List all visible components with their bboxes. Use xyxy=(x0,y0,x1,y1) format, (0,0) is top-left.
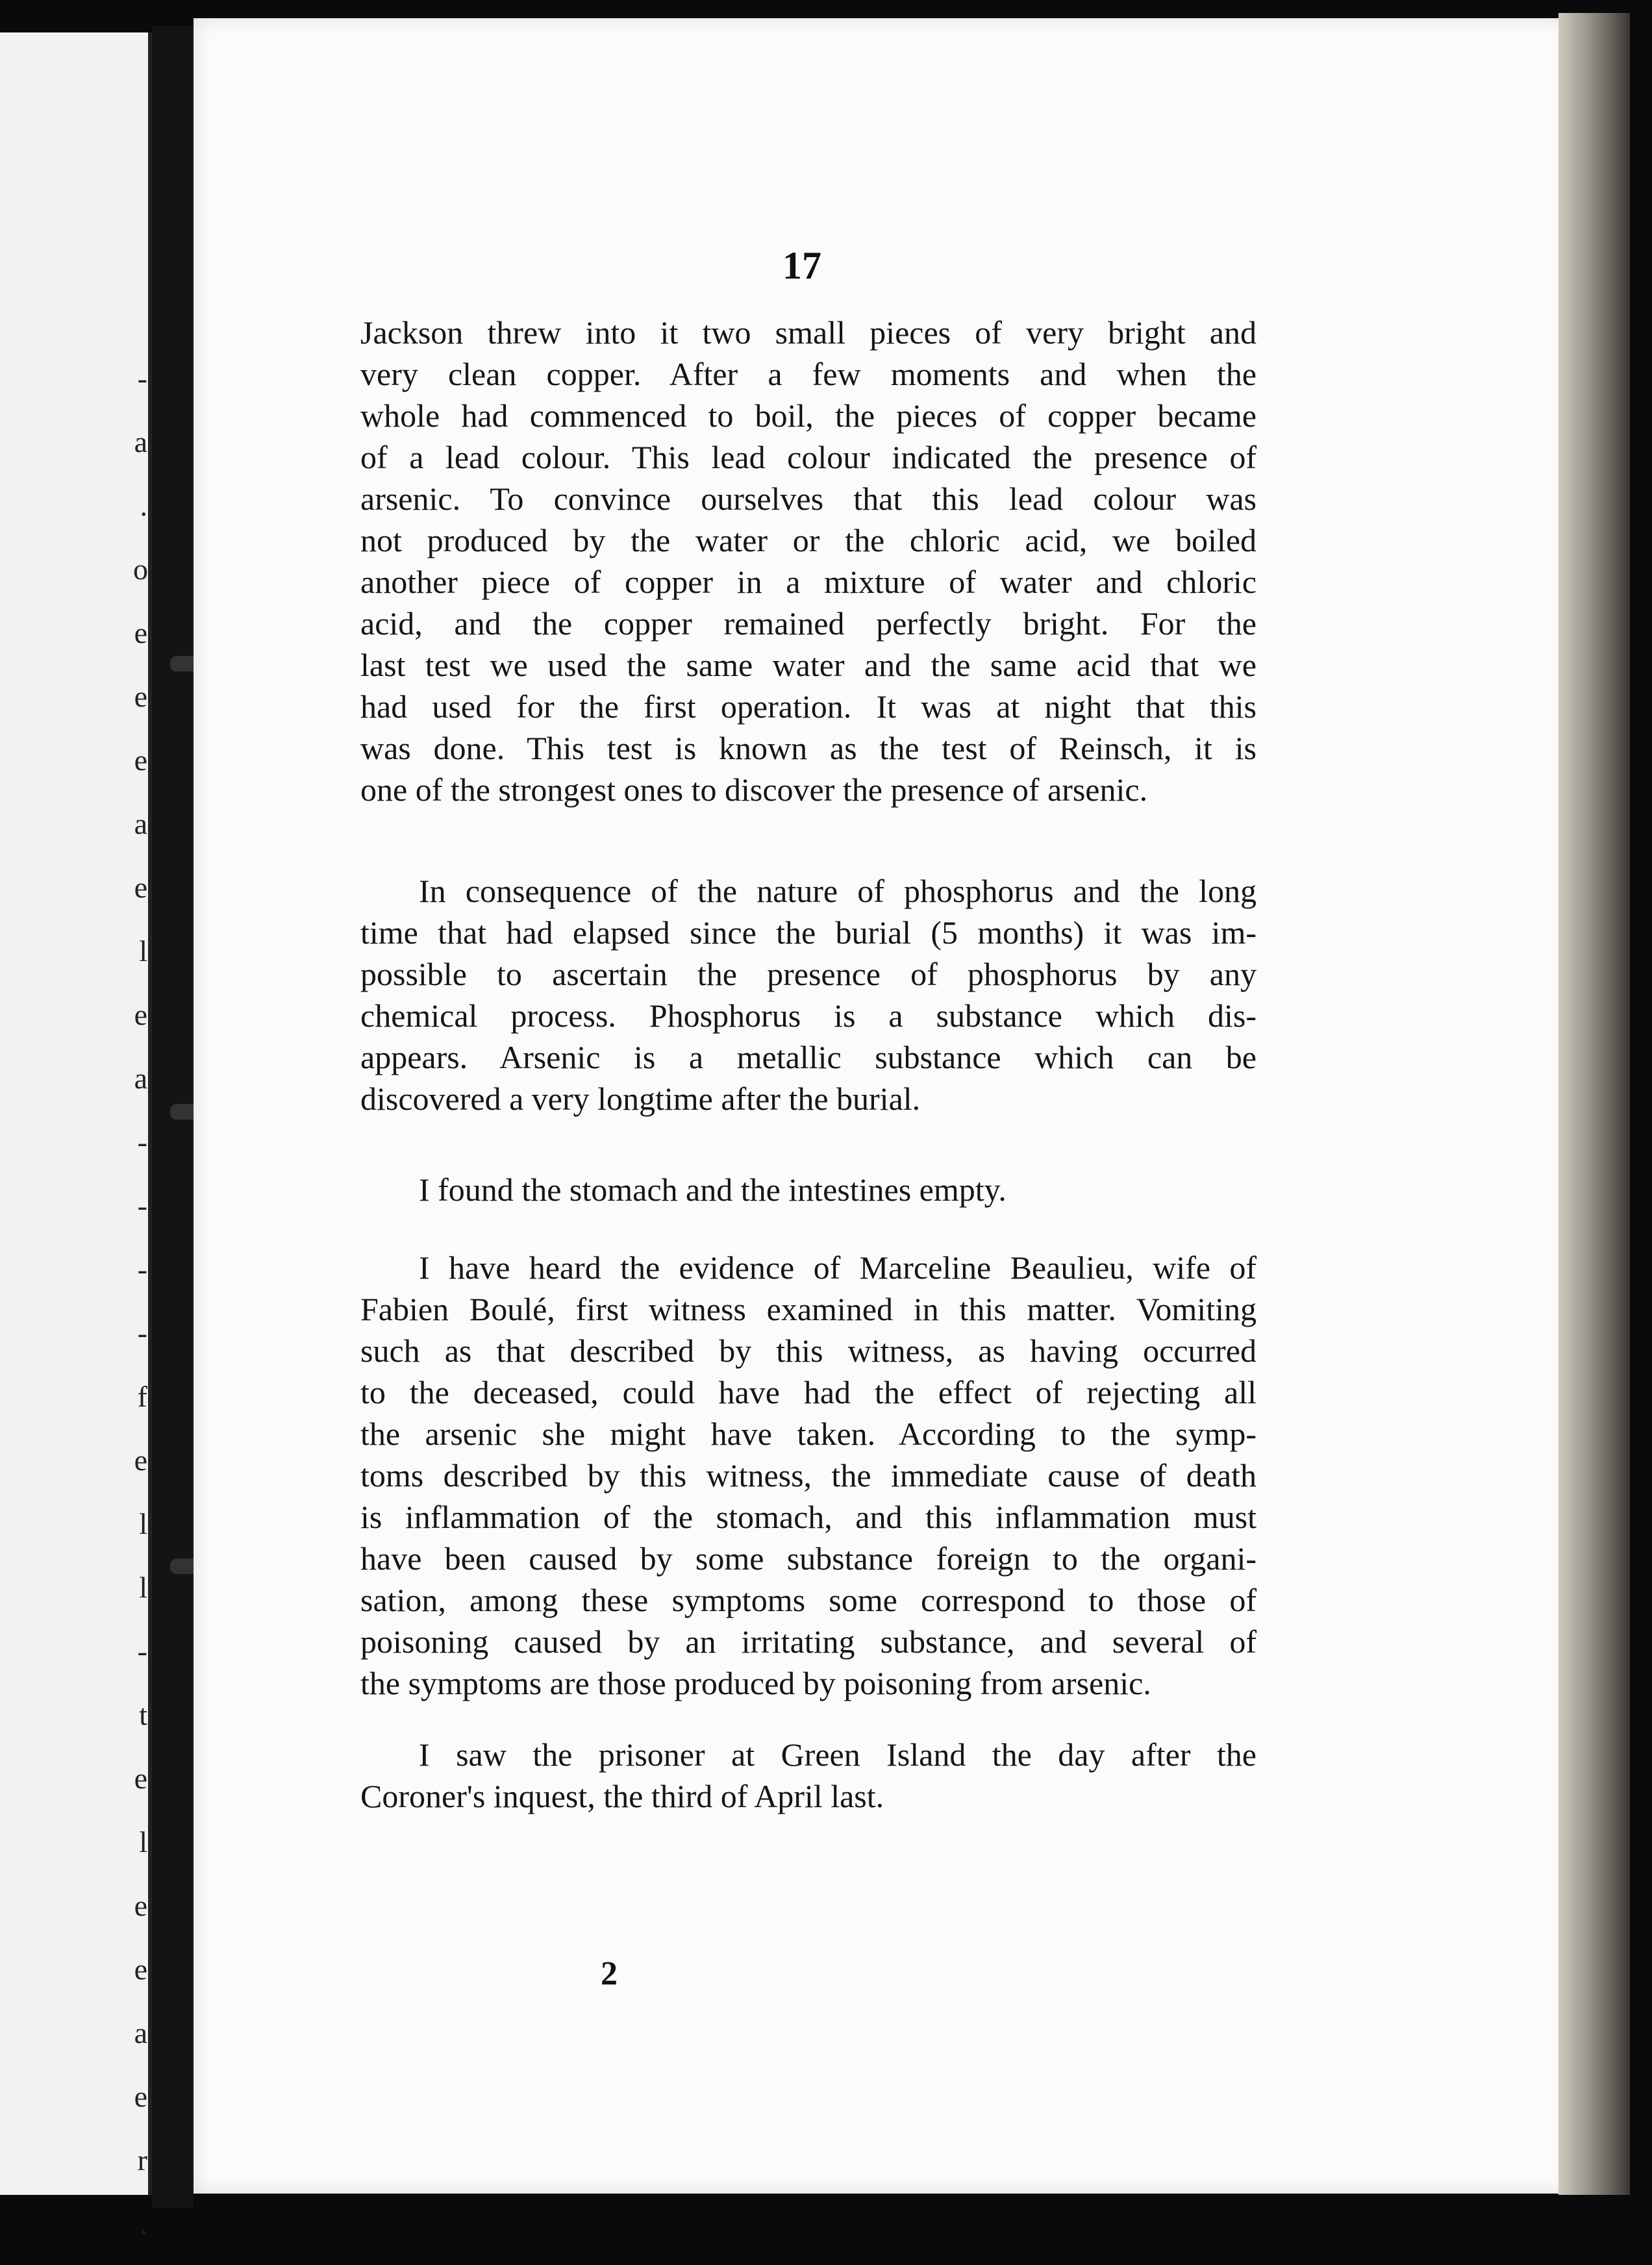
left-page-fragment: e xyxy=(134,680,147,713)
text-line: one of the strongest ones to discover the presence of arsenic. xyxy=(360,771,1148,808)
left-page-fragment: f xyxy=(137,1380,147,1413)
left-page-fragment: - xyxy=(137,1189,147,1222)
left-page-fragment: e xyxy=(134,871,147,904)
left-page-fragment: . xyxy=(140,2207,147,2240)
left-page-fragment: e xyxy=(134,616,147,649)
left-page-fragment: - xyxy=(137,1253,147,1286)
left-page-fragment: e xyxy=(134,998,147,1031)
left-page-fragment: . xyxy=(140,489,147,522)
left-page-fragment: e xyxy=(134,1953,147,1986)
left-page-fragment: - xyxy=(137,362,147,395)
page-stack-edge xyxy=(1558,13,1630,2195)
signature-mark: 2 xyxy=(601,1955,618,1992)
text-line: very clean copper. After a few moments and when the xyxy=(360,356,1257,392)
text-line: whole had commenced to boil, the pieces of copper became xyxy=(360,397,1257,434)
paragraph-evidence xyxy=(360,1247,1257,1704)
text-line: acid, and the copper remained perfectly bright. For the xyxy=(360,605,1257,642)
text-line: In consequence of the nature of phosphorus and the long xyxy=(419,873,1257,909)
left-page-fragment: l xyxy=(139,1571,147,1604)
left-page-fragment: a xyxy=(134,1062,147,1095)
text-line: not produced by the water or the chloric acid, we boiled xyxy=(360,522,1257,558)
text-line: chemical process. Phosphorus is a substance which dis- xyxy=(360,997,1257,1034)
left-page-fragment: e xyxy=(134,744,147,777)
left-page-edge xyxy=(0,32,152,2195)
text-line: discovered a very longtime after the burial. xyxy=(360,1081,921,1117)
text-line: had used for the first operation. It was at night that this xyxy=(360,688,1257,725)
text-line: I found the stomach and the intestines empty. xyxy=(419,1171,1007,1208)
text-line: Fabien Boulé, first witness examined in this matter. Vomiting xyxy=(360,1291,1257,1327)
left-page-fragment: o xyxy=(133,553,148,586)
left-page-fragment: a xyxy=(134,425,147,458)
text-line: I saw the prisoner at Green Island the day after the xyxy=(419,1736,1257,1773)
text-line: Coroner's inquest, the third of April last. xyxy=(360,1778,884,1814)
paragraph-reinsch-test xyxy=(360,312,1257,810)
text-line: toms described by this witness, the immediate cause of death xyxy=(360,1457,1257,1494)
left-page-fragment: e xyxy=(134,2080,147,2113)
text-line: appears. Arsenic is a metallic substance which can be xyxy=(360,1039,1257,1075)
left-page-fragment: l xyxy=(139,1825,147,1858)
left-page-fragment: l xyxy=(139,1507,147,1540)
text-line: to the deceased, could have had the effect of rejecting all xyxy=(360,1374,1257,1410)
left-page-fragment: a xyxy=(134,2016,147,2049)
left-page-fragment: e xyxy=(134,1762,147,1795)
text-line: is inflammation of the stomach, and this inflammation must xyxy=(360,1499,1257,1535)
text-line: such as that described by this witness, as having occurred xyxy=(360,1333,1257,1369)
text-line: Jackson threw into it two small pieces of very bright and xyxy=(360,314,1257,351)
left-page-fragment: r xyxy=(137,2144,147,2177)
left-page-fragment: t xyxy=(139,1698,147,1731)
left-page-fragment: e xyxy=(134,1889,147,1922)
left-page-fragment: - xyxy=(137,1125,147,1158)
text-line: of a lead colour. This lead colour indicated the presence of xyxy=(360,439,1257,475)
text-line: poisoning caused by an irritating substance, and several of xyxy=(360,1623,1257,1660)
left-page-fragment: a xyxy=(134,807,147,840)
left-page-fragment: e xyxy=(134,1444,147,1477)
text-line: possible to ascertain the presence of phosphorus by any xyxy=(360,956,1257,992)
text-line: the symptoms are those produced by poisoning from arsenic. xyxy=(360,1665,1151,1701)
text-line: last test we used the same water and the same acid that we xyxy=(360,647,1257,683)
paragraph-stomach xyxy=(360,1169,1257,1210)
paragraph-phosphorus xyxy=(360,870,1257,1120)
text-line: time that had elapsed since the burial (5 months) it was im- xyxy=(360,914,1257,951)
left-page-fragment: - xyxy=(137,1634,147,1668)
text-line: I have heard the evidence of Marceline Beaulieu, wife of xyxy=(419,1249,1257,1286)
text-line: have been caused by some substance foreign to the organi- xyxy=(360,1540,1257,1577)
left-page-fragment: - xyxy=(137,1316,147,1349)
paragraph-prisoner xyxy=(360,1734,1257,1817)
text-line: was done. This test is known as the test of Reinsch, it is xyxy=(360,730,1257,766)
text-line: sation, among these symptoms some correspond to those of xyxy=(360,1582,1257,1618)
page-number: 17 xyxy=(782,244,821,287)
text-line: the arsenic she might have taken. According to the symp- xyxy=(360,1416,1257,1452)
text-line: another piece of copper in a mixture of water and chloric xyxy=(360,564,1257,600)
left-page-fragment: l xyxy=(139,934,147,968)
text-line: arsenic. To convince ourselves that this lead colour was xyxy=(360,481,1257,517)
